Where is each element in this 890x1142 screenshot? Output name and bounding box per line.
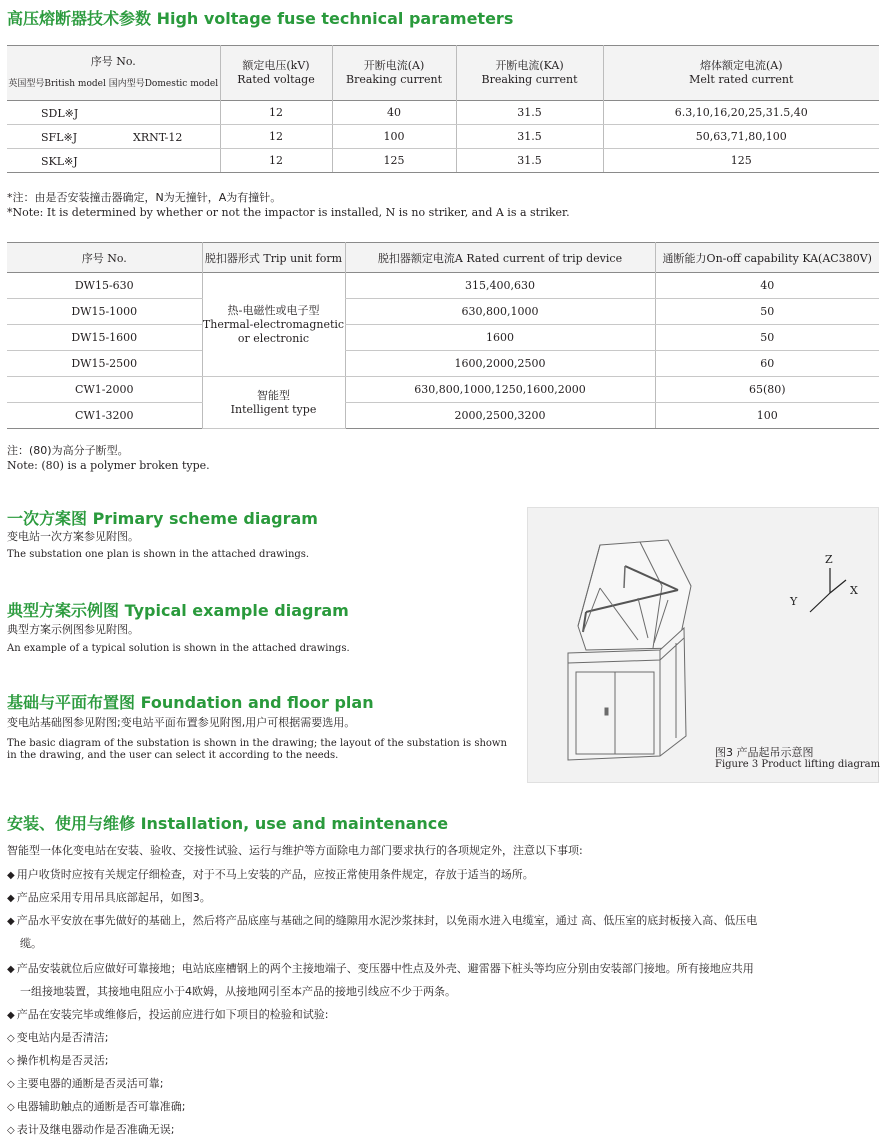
hollow-diamond-icon: ◇ [7, 1079, 15, 1090]
fuse-header-no: 序号 No. 英国型号British model 国内型号Domestic model [8, 55, 219, 89]
table-row [7, 377, 879, 403]
fuse-breaking-ka: 31.5 [456, 125, 603, 149]
breaker-capability: 50 [655, 325, 879, 351]
typical-example-cn: 典型方案示例图参见附图。 [7, 623, 139, 636]
fuse-parameters-table [7, 45, 879, 173]
typical-example-en: An example of a typical solution is shown in the attached drawings. [7, 643, 350, 654]
fuse-breaking-a: 40 [332, 101, 456, 125]
fuse-breaking-ka: 31.5 [456, 149, 603, 173]
fuse-british-model: SDL※J [41, 107, 79, 120]
foundation-title: 基础与平面布置图 Foundation and floor plan [7, 693, 374, 712]
list-item-continuation: 一组接地装置，其接地电阻应小于4欧姆，从接地网引至本产品的接地引线应不少于两条。 [20, 985, 456, 998]
axis-z-label: Z [825, 553, 833, 566]
fuse-melt: 6.3,10,16,20,25,31.5,40 [603, 101, 879, 125]
breaker-parameters-table [7, 242, 879, 429]
hollow-diamond-icon: ◇ [7, 1033, 15, 1044]
list-item: ◆ 用户收货时应按有关规定仔细检查，对于不马上安装的产品，应按正常使用条件规定，存放于适当的场所。 [7, 868, 534, 881]
table-row [7, 351, 879, 377]
fuse-header-domestic: 国内型号Domestic model [108, 79, 219, 89]
installation-intro: 智能型一体化变电站在安装、验收、交接性试验、运行与维护等方面除电力部门要求执行的各项规定外，注意以下事项: [7, 844, 583, 857]
fuse-model-cell [7, 149, 220, 173]
breaker-capability: 100 [655, 403, 879, 429]
fuse-domestic-model: XRNT-12 [133, 131, 183, 144]
fuse-header-breaking-a: 开断电流(A) Breaking current [332, 46, 456, 101]
table-row [7, 403, 879, 429]
breaker-note-cn: 注：(80)为高分子断型。 [7, 444, 129, 457]
list-item: ◆ 产品水平安放在事先做好的基础上，然后将产品底座与基础之间的缝隙用水泥沙浆抹封，以免雨水进入电缆室，通过 高、低压室的底封板接入高、低压电 [7, 914, 758, 927]
substation-lifting-drawing [528, 508, 880, 784]
filled-diamond-icon: ◆ [7, 870, 15, 881]
breaker-trip-form-thermal: 热-电磁性或电子型 Thermal-electromagnetic or electronic [202, 273, 345, 377]
list-item-continuation: 缆。 [20, 937, 42, 950]
list-item: ◆ 产品应采用专用吊具底部起吊，如图3。 [7, 891, 211, 904]
hollow-diamond-icon: ◇ [7, 1125, 15, 1136]
fuse-header-breaking-ka: 开断电流(KA) Breaking current [456, 46, 603, 101]
fuse-header-melt: 熔体额定电流(A) Melt rated current [603, 46, 879, 101]
table-row [7, 125, 879, 149]
fuse-voltage: 12 [220, 101, 332, 125]
breaker-rated: 630,800,1000 [345, 299, 655, 325]
breaker-capability: 65(80) [655, 377, 879, 403]
table-row [7, 101, 879, 125]
breaker-header-trip-form: 脱扣器形式 Trip unit form [202, 243, 345, 273]
lifting-diagram-figure [527, 507, 879, 783]
breaker-capability: 50 [655, 299, 879, 325]
typical-example-title: 典型方案示例图 Typical example diagram [7, 601, 349, 620]
breaker-capability: 40 [655, 273, 879, 299]
fuse-note-en: *Note: It is determined by whether or not the impactor is installed, N is no striker, and A is a striker. [7, 206, 570, 219]
list-item: ◇ 操作机构是否灵活; [7, 1054, 109, 1067]
breaker-no: DW15-2500 [7, 351, 202, 377]
fuse-british-model: SKL※J [41, 155, 78, 168]
fuse-breaking-a: 100 [332, 125, 456, 149]
foundation-en-line1: The basic diagram of the substation is shown in the drawing; the layout of the substation is shown [7, 738, 507, 749]
fuse-voltage: 12 [220, 125, 332, 149]
breaker-no: DW15-630 [7, 273, 202, 299]
fuse-breaking-ka: 31.5 [456, 101, 603, 125]
breaker-rated: 1600 [345, 325, 655, 351]
list-item: ◇ 主要电器的通断是否灵活可靠; [7, 1077, 164, 1090]
fuse-voltage: 12 [220, 149, 332, 173]
list-item: ◇ 变电站内是否清洁; [7, 1031, 109, 1044]
filled-diamond-icon: ◆ [7, 893, 15, 904]
primary-scheme-title: 一次方案图 Primary scheme diagram [7, 509, 318, 528]
table-row [7, 149, 879, 173]
table-row [7, 273, 879, 299]
figure-caption-cn: 图3 产品起吊示意图 [715, 746, 814, 759]
breaker-no: CW1-3200 [7, 403, 202, 429]
breaker-no: DW15-1000 [7, 299, 202, 325]
axis-y-label: Y [790, 595, 798, 608]
filled-diamond-icon: ◆ [7, 916, 15, 927]
hollow-diamond-icon: ◇ [7, 1056, 15, 1067]
filled-diamond-icon: ◆ [7, 1010, 15, 1021]
fuse-model-cell [7, 101, 220, 125]
breaker-rated: 315,400,630 [345, 273, 655, 299]
breaker-capability: 60 [655, 351, 879, 377]
fuse-british-model: SFL※J [41, 131, 78, 144]
fuse-melt: 125 [603, 149, 879, 173]
list-item: ◇ 电器辅助触点的通断是否可靠准确; [7, 1100, 186, 1113]
breaker-header-capability: 通断能力On-off capability KA(AC380V) [655, 243, 879, 273]
list-item: ◇ 表计及继电器动作是否准确无误; [7, 1123, 175, 1136]
fuse-section-title: 高压熔断器技术参数 High voltage fuse technical parameters [7, 9, 514, 28]
breaker-no: DW15-1600 [7, 325, 202, 351]
breaker-header-no: 序号 No. [81, 251, 127, 265]
table-row [7, 299, 879, 325]
breaker-rated: 630,800,1000,1250,1600,2000 [345, 377, 655, 403]
fuse-melt: 50,63,71,80,100 [603, 125, 879, 149]
breaker-no: CW1-2000 [7, 377, 202, 403]
fuse-header-british: 英国型号British model [8, 79, 106, 89]
installation-title: 安装、使用与维修 Installation, use and maintenance [7, 814, 449, 833]
breaker-header-rated: 脱扣器额定电流A Rated current of trip device [345, 243, 655, 273]
list-item: ◆ 产品安装就位后应做好可靠接地；电站底座槽钢上的两个主接地端子、变压器中性点及外壳、避雷器下桩头等均应分别由安装部门接地。所有接地应共用 [7, 962, 754, 975]
hollow-diamond-icon: ◇ [7, 1102, 15, 1113]
figure-caption-en: Figure 3 Product lifting diagram [715, 759, 881, 770]
primary-scheme-cn: 变电站一次方案参见附图。 [7, 530, 139, 543]
breaker-rated: 2000,2500,3200 [345, 403, 655, 429]
fuse-model-cell [7, 125, 220, 149]
foundation-cn: 变电站基础图参见附图;变电站平面布置参见附图,用户可根据需要选用。 [7, 716, 356, 729]
table-row [7, 325, 879, 351]
list-item: ◆ 产品在安装完毕或维修后，投运前应进行如下项目的检验和试验: [7, 1008, 329, 1021]
primary-scheme-en: The substation one plan is shown in the attached drawings. [7, 549, 310, 560]
breaker-trip-form-intelligent: 智能型 Intelligent type [202, 377, 345, 429]
breaker-rated: 1600,2000,2500 [345, 351, 655, 377]
breaker-note-en: Note: (80) is a polymer broken type. [7, 459, 210, 472]
fuse-note-cn: *注：由是否安装撞击器确定，N为无撞针，A为有撞针。 [7, 191, 282, 204]
axis-x-label: X [850, 584, 858, 597]
fuse-header-voltage: 额定电压(kV) Rated voltage [220, 46, 332, 101]
foundation-en-line2: in the drawing, and the user can select it according to the needs. [7, 750, 339, 761]
fuse-breaking-a: 125 [332, 149, 456, 173]
filled-diamond-icon: ◆ [7, 964, 15, 975]
